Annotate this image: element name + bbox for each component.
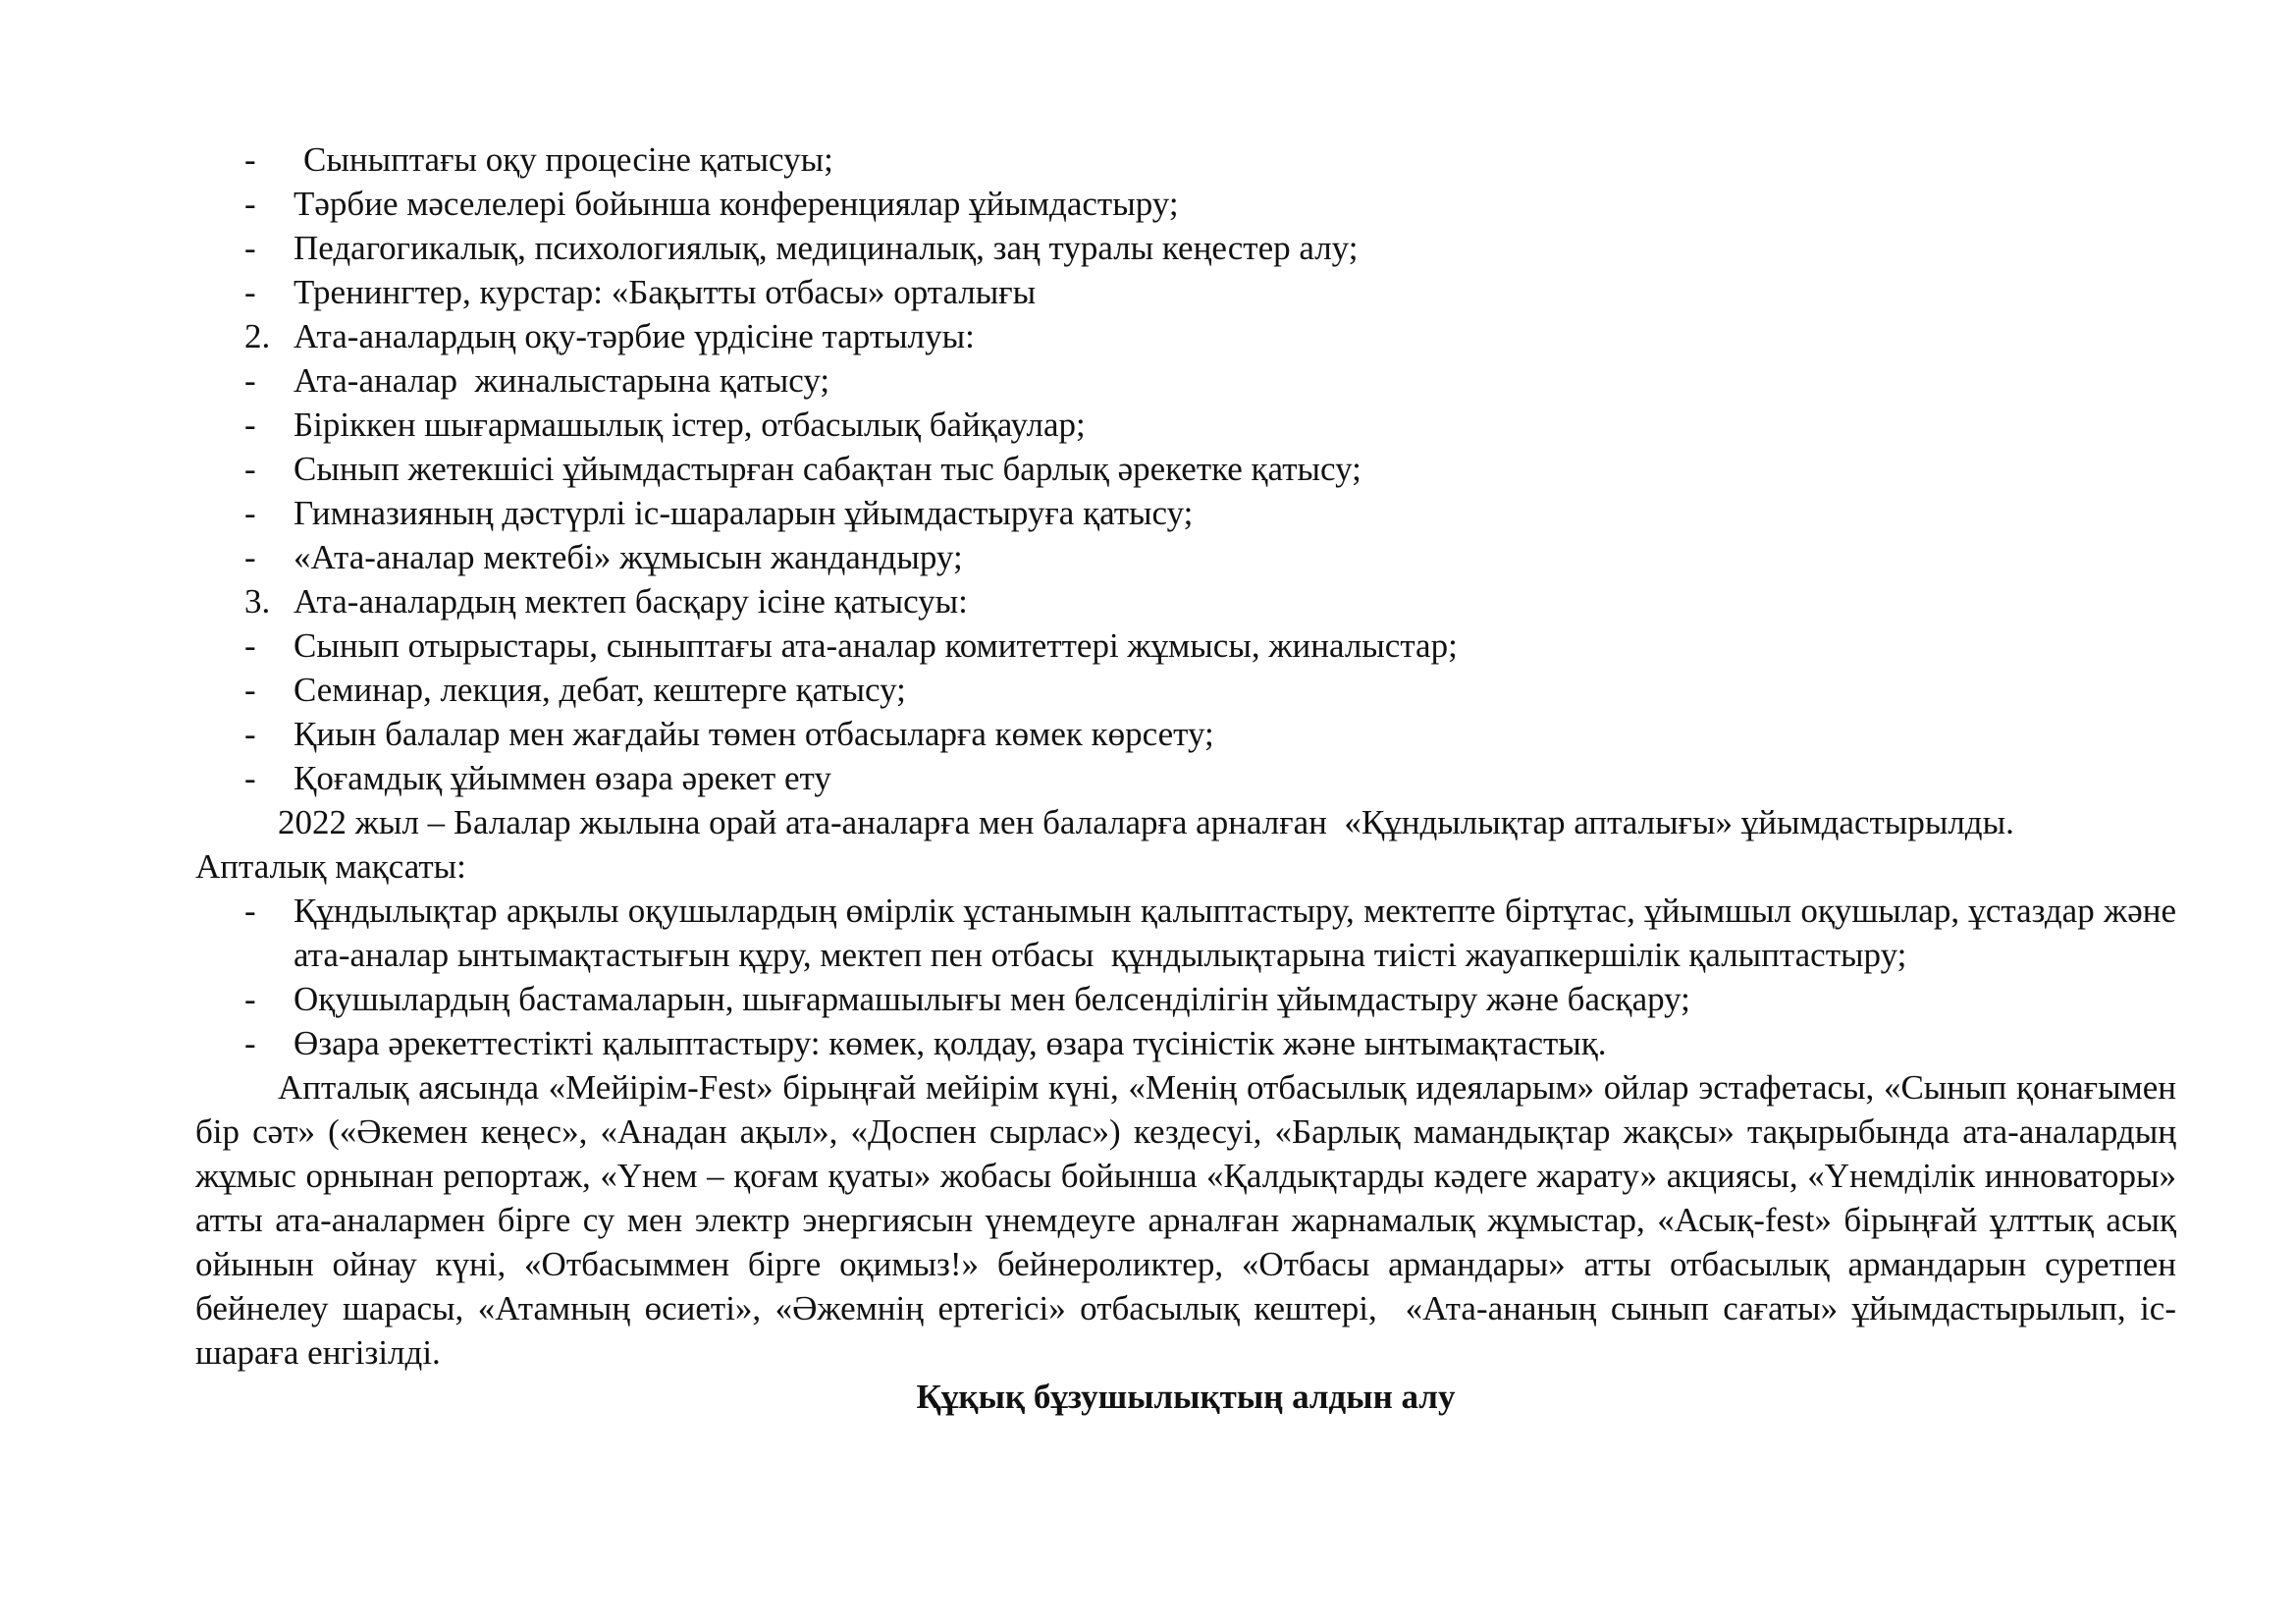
list-item <box>195 358 2176 403</box>
list-item-text: Сынып жетекшісі ұйымдастырған сабақтан тыс барлық әрекетке қатысу; <box>294 450 1362 488</box>
list-item <box>195 756 2176 800</box>
list-item <box>195 712 2176 756</box>
list-item-text: Семинар, лекция, дебат, кештерге қатысу; <box>294 671 906 709</box>
dash-bullet: - <box>244 140 256 179</box>
section-heading <box>195 579 2176 623</box>
section-2 <box>195 314 2176 579</box>
dash-bullet: - <box>244 229 256 267</box>
list-item <box>195 977 2176 1021</box>
section-number: 2. <box>244 317 271 355</box>
section-heading <box>195 314 2176 358</box>
document-page <box>195 137 2194 1419</box>
dash-bullet: - <box>244 759 256 797</box>
section-number: 3. <box>244 582 271 621</box>
list-item-text: Өзара әрекеттестікті қалыптастыру: көмек, қолдау, өзара түсіністік және ынтымақтастық. <box>294 1024 1607 1062</box>
list-block-1 <box>195 137 2176 314</box>
list-item <box>195 535 2176 579</box>
dash-bullet: - <box>244 406 256 444</box>
list-item <box>195 182 2176 226</box>
list-item <box>195 226 2176 270</box>
dash-bullet: - <box>244 450 256 488</box>
list-item-text: Тренингтер, курстар: «Бақытты отбасы» орталығы <box>294 273 1037 311</box>
list-item <box>195 1021 2176 1065</box>
list-item-text: «Ата-аналар мектебі» жұмысын жандандыру; <box>294 538 963 576</box>
dash-bullet: - <box>244 980 256 1018</box>
list-item-text: Тәрбие мәселелері бойынша конференциялар ұйымдастыру; <box>294 185 1179 223</box>
paragraph-events: Апталық аясында «Мейірім-Fest» бірыңғай мейірім күні, «Менің отбасылық идеяларым» ойлар эстафетасы, «Сынып қонағымен бір сәт» («Әкемен кеңес», «Анадан ақыл», «Доспен сырлас») кездесуі, «Барлық мамандықтар жақсы» тақырыбында ата-аналардың жұмыс орнынан репортаж, «Үнем – қоғам қуаты» жобасы бойынша «Қалдықтарды кәдеге жарату» акциясы, «Үнемділік инноваторы» атты ата-аналармен бірге су мен электр энергиясын үнемдеуге арналған жарнамалық жұмыстар, «Асық-fest» бірыңғай ұлттық асық ойынын ойнау күні, «Отбасыммен бірге оқимыз!» бейнероликтер, «Отбасы армандары» атты отбасылық армандарын суретпен бейнелеу шарасы, «Атамның өсиеті», «Әжемнің ертегісі» отбасылық кештері, «Ата-ананың сынып сағаты» ұйымдастырылып, іс-шараға енгізілді. <box>195 1068 2185 1372</box>
list-item-text: Қиын балалар мен жағдайы төмен отбасыларға көмек көрсету; <box>294 715 1214 753</box>
dash-bullet: - <box>244 626 256 665</box>
list-item <box>195 491 2176 535</box>
list-item <box>195 623 2176 668</box>
section-heading-offense-prevention: Құқық бұзушылықтың алдын алу <box>916 1378 1456 1416</box>
dash-bullet: - <box>244 538 256 576</box>
dash-bullet: - <box>244 715 256 753</box>
dash-bullet: - <box>244 273 256 311</box>
list-item-text: Сынып отырыстары, сыныптағы ата-аналар комитеттері жұмысы, жиналыстар; <box>294 626 1458 665</box>
list-item-text: Оқушылардың бастамаларын, шығармашылығы мен белсенділігін ұйымдастыру және басқару; <box>294 980 1690 1018</box>
list-item-text: Ата-аналар жиналыстарына қатысу; <box>294 361 830 400</box>
dash-bullet: - <box>244 892 256 930</box>
list-item <box>195 137 2176 182</box>
dash-bullet: - <box>244 494 256 532</box>
list-item <box>195 889 2194 977</box>
section-3 <box>195 579 2176 800</box>
dash-bullet: - <box>244 361 256 400</box>
list-item-text: Қоғамдық ұйыммен өзара әрекет ету <box>294 759 831 797</box>
list-item <box>195 447 2176 491</box>
list-item-text: Сыныптағы оқу процесіне қатысуы; <box>303 140 833 179</box>
goals-label: Апталық мақсаты: <box>195 847 466 886</box>
dash-bullet: - <box>244 185 256 223</box>
paragraph-values-week: 2022 жыл – Балалар жылына орай ата-аналарға мен балаларға арналған «Құндылықтар апталығы» ұйымдастырылды. <box>278 803 2014 841</box>
list-item-text: Құндылықтар арқылы оқушылардың өмірлік ұстанымын қалыптастыру, мектепте біртұтас, ұйымшыл оқушылар, ұстаздар және ата-аналар ынтымақтастығын құру, мектеп пен отбасы құндылықтарына тиісті жауапкершілік қалыптастыру; <box>294 892 2194 974</box>
dash-bullet: - <box>244 671 256 709</box>
goals-list <box>195 889 2194 1065</box>
list-item <box>195 668 2176 712</box>
list-item-text: Педагогикалық, психологиялық, медициналық, заң туралы кеңестер алу; <box>294 229 1359 267</box>
list-item <box>195 403 2176 447</box>
list-item <box>195 270 2176 314</box>
dash-bullet: - <box>244 1024 256 1062</box>
list-item-text: Гимназияның дәстүрлі іс-шараларын ұйымдастыруға қатысу; <box>294 494 1194 532</box>
section-title: Ата-аналардың мектеп басқару ісіне қатысуы: <box>294 582 968 621</box>
section-title: Ата-аналардың оқу-тәрбие үрдісіне тартылуы: <box>294 317 975 355</box>
list-item-text: Біріккен шығармашылық істер, отбасылық байқаулар; <box>294 406 1086 444</box>
